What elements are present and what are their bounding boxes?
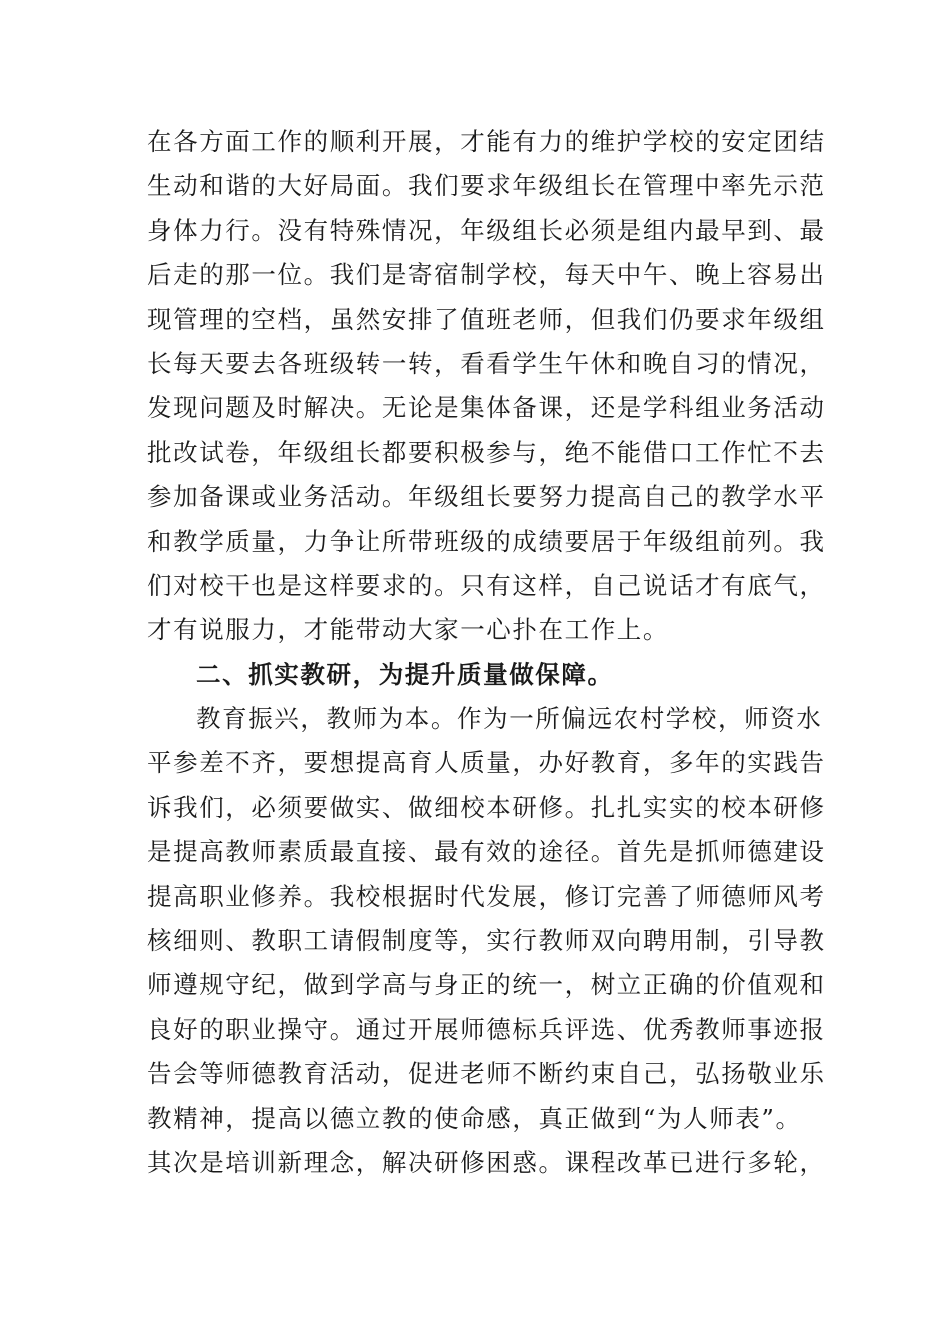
text-line: 生动和谐的大好局面。我们要求年级组长在管理中率先示范: [147, 171, 826, 201]
paragraph-first-line: 教育振兴，教师为本。作为一所偏远农村学校，师资水: [196, 704, 823, 734]
text-line: 长每天要去各班级转一转，看看学生午休和晚自习的情况，: [147, 348, 826, 378]
text-line: 平参差不齐，要想提高育人质量，办好教育，多年的实践告: [147, 748, 826, 778]
text-line: 才有说服力，才能带动大家一心扑在工作上。: [147, 615, 669, 645]
text-line: 后走的那一位。我们是寄宿制学校，每天中午、晚上容易出: [147, 260, 826, 290]
text-line: 是提高教师素质最直接、最有效的途径。首先是抓师德建设: [147, 837, 826, 867]
text-line: 发现问题及时解决。无论是集体备课，还是学科组业务活动: [147, 393, 826, 423]
text-line: 身体力行。没有特殊情况，年级组长必须是组内最早到、最: [147, 215, 826, 245]
text-line: 良好的职业操守。通过开展师德标兵评选、优秀教师事迹报: [147, 1014, 826, 1044]
text-line: 参加备课或业务活动。年级组长要努力提高自己的教学水平: [147, 482, 826, 512]
text-line: 其次是培训新理念，解决研修困惑。课程改革已进行多轮，: [147, 1147, 826, 1177]
text-line: 告会等师德教育活动，促进老师不断约束自己，弘扬敬业乐: [147, 1059, 826, 1089]
section-heading: 二、抓实教研，为提升质量做保障。: [196, 659, 614, 689]
text-line: 批改试卷，年级组长都要积极参与，绝不能借口工作忙不去: [147, 437, 826, 467]
text-line: 现管理的空档，虽然安排了值班老师，但我们仍要求年级组: [147, 304, 826, 334]
text-line: 教精神，提高以德立教的使命感，真正做到“为人师表”。: [147, 1103, 802, 1133]
text-line: 和教学质量，力争让所带班级的成绩要居于年级组前列。我: [147, 526, 826, 556]
text-line: 核细则、教职工请假制度等，实行教师双向聘用制，引导教: [147, 926, 826, 956]
text-line: 在各方面工作的顺利开展，才能有力的维护学校的安定团结: [147, 127, 826, 156]
text-line: 提高职业修养。我校根据时代发展，修订完善了师德师风考: [147, 881, 826, 911]
text-line: 们对校干也是这样要求的。只有这样，自己说话才有底气，: [147, 570, 826, 600]
text-line: 师遵规守纪，做到学高与身正的统一，树立正确的价值观和: [147, 970, 826, 1000]
document-body: [147, 120, 826, 1185]
text-line: 诉我们，必须要做实、做细校本研修。扎扎实实的校本研修: [147, 792, 826, 822]
